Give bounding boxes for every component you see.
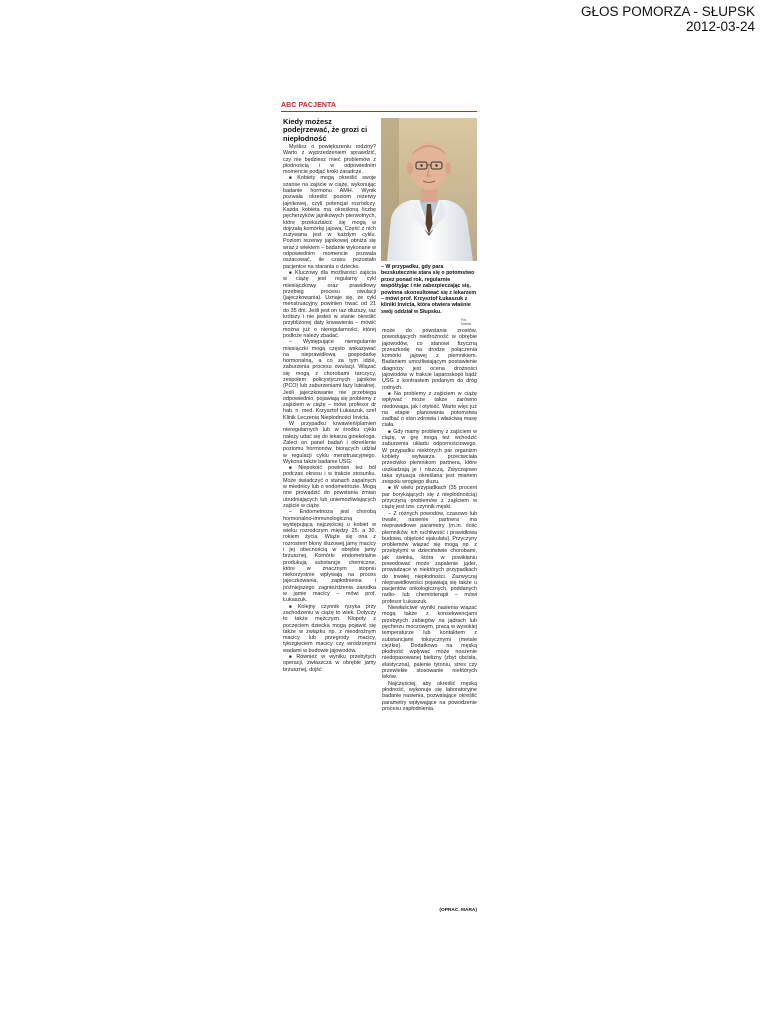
paragraph: W przypadku krwawień/plamień nieregularnych lub w środku cyklu należy udać się do lekarza ginekologa. Zaleci on panel badań i określenie poziomu hormonów, biorących udział w regulacji cyklu menstruacyjnego. Wykona także badanie USG.	[283, 421, 376, 465]
source-header	[581, 4, 755, 34]
photo-caption: – W przypadku, gdy para bezskutecznie stara się o potomstwo przez ponad rok, regularnie współżyjąc i nie zabezpieczając się, powinna skonsultować się z lekarzem – mówi prof. Krzysztof Łukaszuk z kliniki Invicta, która otwiera właśnie swój oddział w Słupsku.	[381, 264, 477, 315]
paragraph: Myślisz o powiększeniu rodziny? Warto z wyprzedzeniem sprawdzić, czy nie będziesz mieć problemów z płodnością i w odpowiednim momencie podjąć kroki zaradcze.	[283, 144, 376, 176]
article-column-1	[283, 144, 376, 915]
paragraph: ■ Kolejny czynnik ryzyka przy zachodzeniu w ciążę to wiek. Dotyczy to także mężczyzn. Kłopoty z poczęciem dziecka mogą pojawić się także w związku np. z nieodrożnym macicy lub przegrody macicy, tyłozgięciem macicy czy wrodzonymi wadami w budowie jajowodów.	[283, 604, 376, 654]
section-label: ABC PACJENTA	[281, 102, 336, 109]
paragraph: ■ Również w wyniku przebytych operacji, zwłaszcza w obrębie jamy brzusznej, dojść	[283, 654, 376, 673]
doctor-photo	[381, 118, 477, 261]
paragraph: ■ Kluczowy dla możliwości zajścia w ciążę jest regularny cykl miesiączkowy oraz prawidłowy przebieg procesu owulacji (jajeczkowania). Uznaje się, że cykl menstruacyjny powinien trwać od 21 do 35 dni. Jeśli jest on raz dłuższy, raz krótszy i nie jesteś w stanie określić przybliżonej daty krwawienia – mówić można już o nieregularności, której podłoże należy zbadać.	[283, 270, 376, 339]
paragraph: – Endometrioza jest chorobą hormonalno-immunologiczną występującą najczęściej u kobiet w wieku rozrodczym między 25. a 30. rokiem życia. Wiąże się ona z rozrostem błony śluzowej jamy macicy i jej obecnością w obrębie jamy brzusznej. Komórki endometrialne produkują substancje chemiczne, które w znacznym stopniu niekorzystnie wpływają na proces jajeczkowania, zapłodnienia i późniejszego zagnieżdżenia zarodka w jamie macicy – mówi prof. Łukaszuk.	[283, 509, 376, 604]
photo-credit: Fot. Invicta	[461, 318, 471, 326]
paragraph: ■ Kobiety mogą określić swoje szanse na zajście w ciążę, wykonując badanie hormonu AMH. Wynik pozwala określić poziom rezerwy jajnikowej, czyli potencjał rozrodczy. Każda kobieta ma określoną liczbę pęcherzyków jajnikowych pierwotnych, które przekształcić się mogą w dojrzałą komórkę jajową. Część z nich zużywana jest w każdym cyklu. Poziom rezerwy jajnikowej obniża się wraz z wiekiem – badanie wykonane w odpowiednim momencie pozwala oszacować, ile czasu pozostało pacjentce na starania o dziecko.	[283, 175, 376, 269]
publication-name: GŁOS POMORZA - SŁUPSK	[580, 4, 755, 19]
publication-date: 2012-03-24	[685, 19, 755, 34]
paragraph: ■ Gdy mamy problemy z zajściem w ciążę, w grę mogą też wchodzić zaburzenia układu odpornościowego. W przypadku niektórych par organizm kobiety wytwarza przeciwciała przeciwko plemnikom partnera, które uszkadzają je i niszczą. Zwyczajowo taka sytuacja określana jest mianem zespołu wrogiego śluzu.	[382, 429, 477, 486]
paragraph: ■ W wielu przypadkach (35 procent par borykających się z niepłodnością) przyczyną problemów z zajściem w ciążę jest tzw. czynnik męski.	[382, 485, 477, 510]
paragraph: może do powstania zrostów, powodujących niedrożność w obrębie jajowodów, co stanowi fizyczną przeszkodę na drodze połączenia komórki jajowej z plemnikiem. Badaniem umożliwiającym postawienie diagnozy jest ocena drożności jajowodów w trakcie laparoskopii bądź USG z kontrastem podanym do dróg rodnych.	[382, 328, 477, 391]
article-clipping	[281, 102, 477, 915]
paragraph: ■ Niepokoić powinien też ból podczas okresu i w trakcie stosunku. Może świadczyć o stanach zapalnych w miednicy lub o endometriozie. Mogą one prowadzić do powstania zmian utrudniających lub uniemożliwiających zajście w ciążę.	[283, 465, 376, 509]
article-author: (OPRAC. MARA)	[439, 908, 477, 913]
article-column-2	[382, 328, 477, 915]
paragraph: ■ Na problemy z zajściem w ciążę wpływać może także zarówno niedowaga, jak i otyłość. Warto więc już na etapie planowania potomstwa zadbać o stan zdrowia i właściwą masę ciała.	[382, 391, 477, 429]
article-headline: Kiedy możesz podejrzewać, że grozi ci niepłodność	[283, 117, 368, 143]
paragraph: Najczęściej, aby określić męską płodność, wykonuje się laboratoryjne badanie nasienia, pozwalające określić parametry wpływające na powodzenie procesu zapłodnienia.	[382, 680, 477, 712]
paragraph: Niewłaściwe wyniki nasienia wiązać mogą także z konsekwencjami przebytych zabiegów na jądrach lub pęcherzu moczowym, pracą w wysokiej temperaturze lub kontaktem z substancjami toksycznymi (metale ciężkie). Dodatkowo na męską płodność wpływać może noszenie niedopasowanej bielizny (zbyt obcisła, elastyczna), palenie tytoniu, stres czy przewlekłe stosowanie niektórych leków.	[382, 605, 477, 681]
doctor-portrait-image	[381, 118, 477, 261]
paragraph: – Występujące nieregularnie miesiączki mogą często wskazywać na nieprawidłową gospodarkę hormonalną, a co za tym idzie, zaburzenia procesu owulacji. Wiązać się mogą z chorobami tarczycy, zespołem policystycznych jajników (PCO) lub zaburzeniami fazy lutealnej. Jeśli jajeczkowanie nie przebiega odpowiednio, pojawiają się problemy z zajściem w ciążę – mówi profesor dr hab. n. med. Krzysztof Łukaszuk, szef Klinik Leczenia Niepłodności Invicta.	[283, 339, 376, 421]
paragraph: – Z różnych powodów, czasowo lub trwale, nasienie partnera ma nieprawidłowe parametry (m.in. ilość plemników, ich ruchliwość i prawidłowa budowa, objętość ejakulatu). Przyczyny problemów wiązać się mogą np. z przebytymi w dzieciństwie chorobami, jak świnka, która w powikłaniu powodować może zapalenie jąder, prowadzące w niektórych przypadkach do trwałej niepłodności. Zazwyczaj nieprawidłowości pojawiają się także u pacjentów onkologicznych, poddanych radio- lub chemioterapii – mówi profesor Łukaszuk.	[382, 510, 477, 605]
section-divider	[281, 111, 477, 112]
